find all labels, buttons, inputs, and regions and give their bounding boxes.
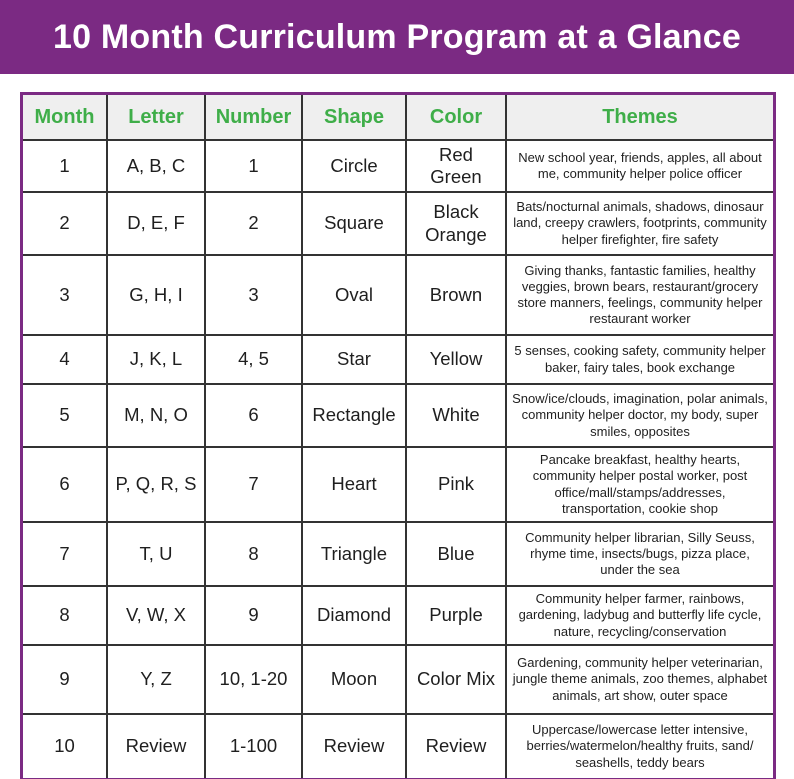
table-row: [23, 140, 773, 192]
table-row: [23, 447, 773, 522]
cell-color: [406, 384, 506, 447]
header-row: [23, 95, 773, 140]
cell-color: [406, 714, 506, 778]
cell-number: 1-100: [205, 714, 302, 778]
header-themes: Themes: [506, 95, 773, 140]
cell-themes: Bats/nocturnal animals, shadows, dinosaur land, creepy crawlers, footprints, community helper firefighter, fire safety: [506, 192, 773, 255]
cell-letter: A, B, C: [107, 140, 205, 192]
table-row: [23, 714, 773, 778]
header-color: Color: [406, 95, 506, 140]
cell-number: 1: [205, 140, 302, 192]
cell-month: 10: [23, 714, 107, 778]
color-name: Brown: [429, 283, 483, 305]
color-name: Yellow: [429, 348, 483, 370]
cell-themes: Uppercase/lowercase letter intensive, berries/watermelon/healthy fruits, sand/ seashells, teddy bears: [506, 714, 773, 778]
cell-shape: Rectangle: [302, 384, 406, 447]
cell-month: 3: [23, 255, 107, 335]
cell-letter: D, E, F: [107, 192, 205, 255]
header-number: Number: [205, 95, 302, 140]
color-name: Green: [430, 166, 482, 187]
cell-color: [406, 192, 506, 255]
color-name: Review: [425, 735, 487, 757]
cell-number: 10, 1-20: [205, 645, 302, 714]
color-name: Red: [439, 143, 473, 165]
cell-number: 2: [205, 192, 302, 255]
cell-number: 3: [205, 255, 302, 335]
color-name: Pink: [438, 473, 474, 495]
cell-letter: G, H, I: [107, 255, 205, 335]
cell-number: 7: [205, 447, 302, 522]
cell-themes: Pancake breakfast, healthy hearts, community helper postal worker, post office/mall/stamps/addresses, transportation, cookie shop: [506, 447, 773, 522]
table-row: [23, 335, 773, 384]
cell-shape: Diamond: [302, 586, 406, 645]
cell-themes: 5 senses, cooking safety, community helper baker, fairy tales, book exchange: [506, 335, 773, 384]
cell-month: 7: [23, 522, 107, 586]
cell-month: 5: [23, 384, 107, 447]
title-bar: [0, 0, 794, 74]
cell-number: 4, 5: [205, 335, 302, 384]
cell-shape: Heart: [302, 447, 406, 522]
color-name: Color Mix: [416, 668, 496, 690]
cell-color: [406, 522, 506, 586]
cell-number: 8: [205, 522, 302, 586]
cell-number: 6: [205, 384, 302, 447]
page-title: 10 Month Curriculum Program at a Glance: [53, 17, 741, 56]
header-month: Month: [23, 95, 107, 140]
color-name: Blue: [437, 542, 475, 564]
table-row: [23, 384, 773, 447]
table-row: [23, 522, 773, 586]
cell-color: [406, 447, 506, 522]
cell-letter: T, U: [107, 522, 205, 586]
cell-color: [406, 645, 506, 714]
cell-month: 2: [23, 192, 107, 255]
header-shape: Shape: [302, 95, 406, 140]
cell-themes: Giving thanks, fantastic families, healthy veggies, brown bears, restaurant/grocery store manners, feelings, community helper restaurant worker: [506, 255, 773, 335]
table-row: [23, 255, 773, 335]
cell-month: 8: [23, 586, 107, 645]
color-name: White: [432, 404, 480, 426]
cell-month: 9: [23, 645, 107, 714]
table-body: [23, 140, 773, 778]
cell-themes: Gardening, community helper veterinarian, jungle theme animals, zoo themes, alphabet animals, art show, outer space: [506, 645, 773, 714]
cell-shape: Moon: [302, 645, 406, 714]
header-letter: Letter: [107, 95, 205, 140]
cell-month: 1: [23, 140, 107, 192]
cell-themes: Community helper farmer, rainbows, gardening, ladybug and butterfly life cycle, nature, recycling/conservation: [506, 586, 773, 645]
cell-themes: Community helper librarian, Silly Seuss, rhyme time, insects/bugs, pizza place, under the sea: [506, 522, 773, 586]
color-name: Orange: [425, 223, 487, 245]
cell-number: 9: [205, 586, 302, 645]
cell-letter: M, N, O: [107, 384, 205, 447]
color-name: Purple: [429, 604, 483, 626]
cell-themes: Snow/ice/clouds, imagination, polar animals, community helper doctor, my body, super smiles, opposites: [506, 384, 773, 447]
table-row: [23, 645, 773, 714]
curriculum-table: [23, 95, 773, 778]
cell-shape: Star: [302, 335, 406, 384]
cell-shape: Review: [302, 714, 406, 778]
cell-color: [406, 255, 506, 335]
cell-letter: P, Q, R, S: [107, 447, 205, 522]
color-name: Black: [433, 201, 479, 223]
cell-shape: Triangle: [302, 522, 406, 586]
cell-month: 6: [23, 447, 107, 522]
cell-color: [406, 140, 506, 192]
curriculum-table-frame: [20, 92, 776, 779]
cell-letter: J, K, L: [107, 335, 205, 384]
cell-shape: Square: [302, 192, 406, 255]
cell-month: 4: [23, 335, 107, 384]
table-row: [23, 586, 773, 645]
cell-color: [406, 335, 506, 384]
cell-letter: Review: [107, 714, 205, 778]
cell-shape: Circle: [302, 140, 406, 192]
cell-letter: V, W, X: [107, 586, 205, 645]
table-row: [23, 192, 773, 255]
cell-letter: Y, Z: [107, 645, 205, 714]
cell-color: [406, 586, 506, 645]
cell-shape: Oval: [302, 255, 406, 335]
cell-themes: New school year, friends, apples, all about me, community helper police officer: [506, 140, 773, 192]
